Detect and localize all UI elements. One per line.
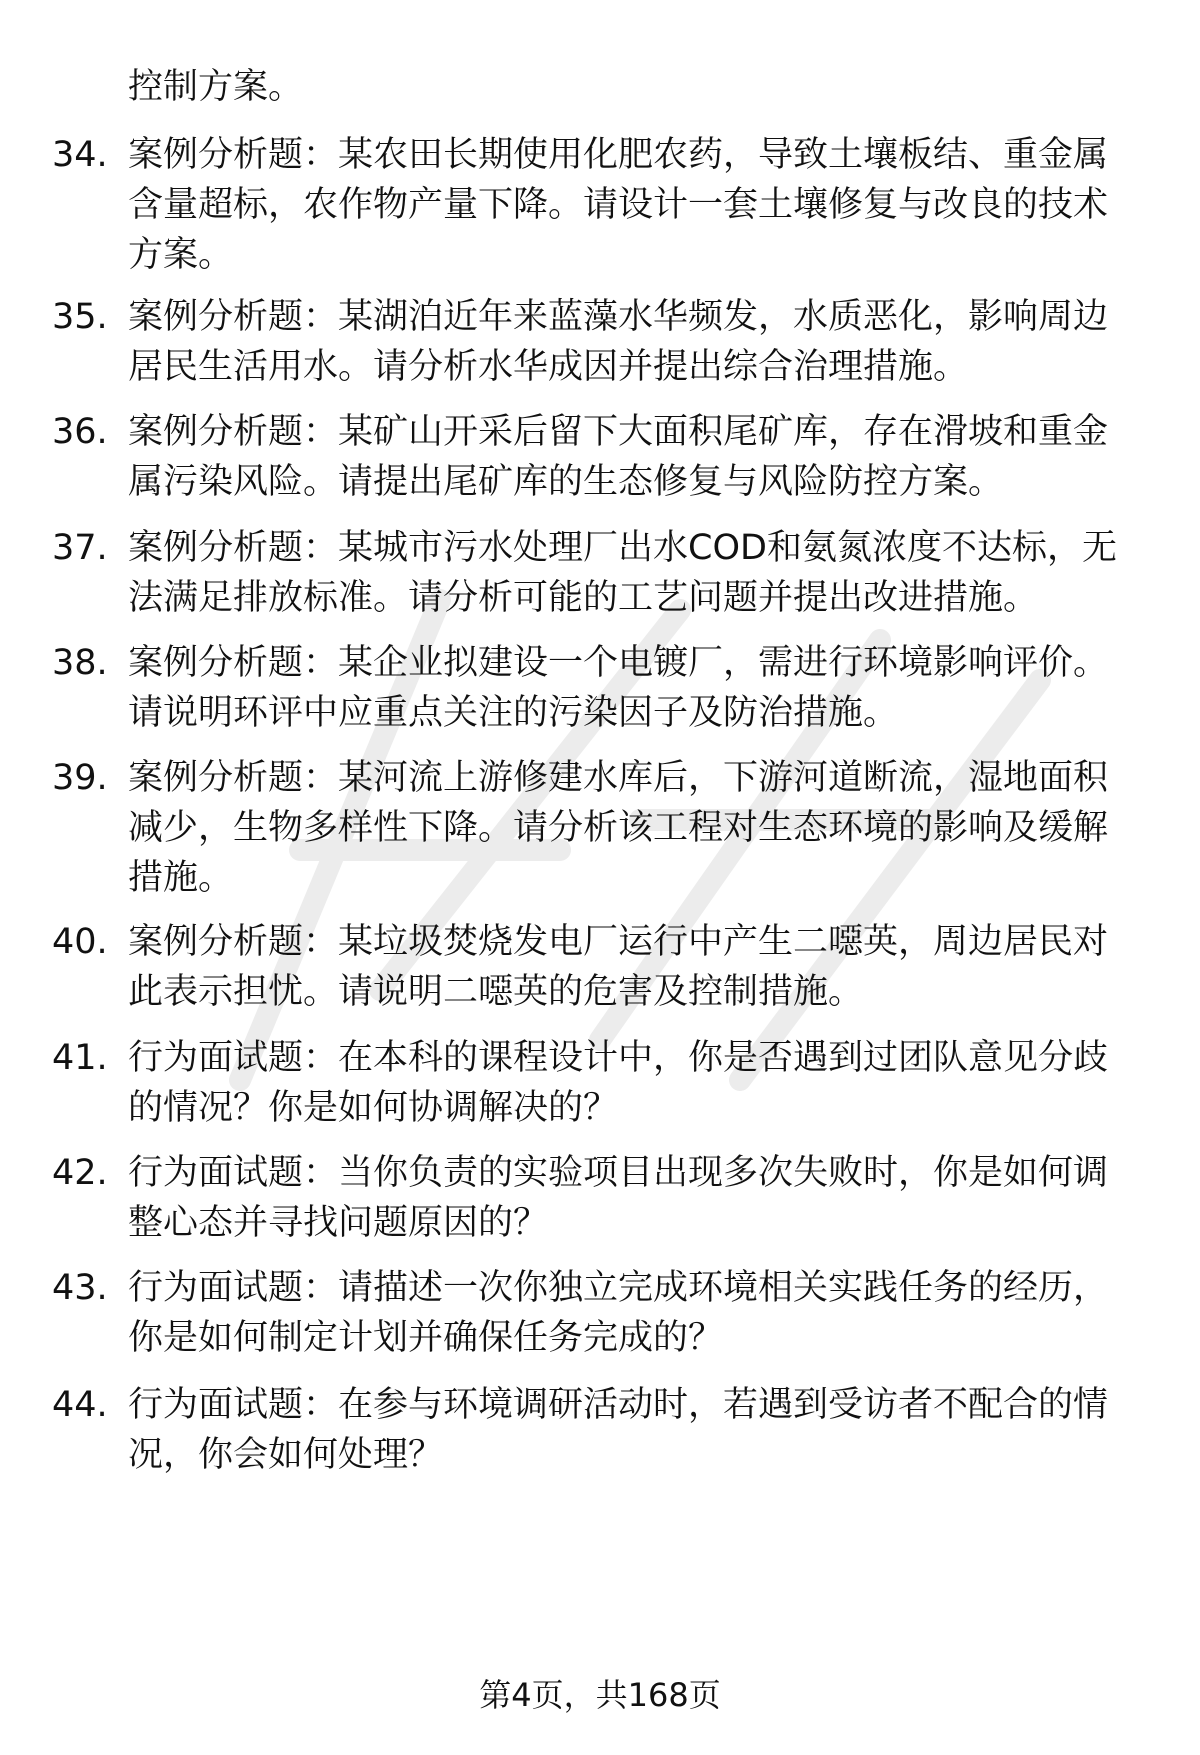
- question-line: 方案。: [128, 235, 234, 275]
- question-text: [128, 1380, 1158, 1480]
- question-text: [128, 407, 1158, 507]
- question-number: 41.: [52, 1038, 108, 1078]
- question-line: 居民生活用水。请分析水华成因并提出综合治理措施。: [128, 347, 969, 387]
- question-line: 此表示担忧。请说明二噁英的危害及控制措施。: [128, 972, 864, 1012]
- question-text: [128, 523, 1158, 623]
- question-line: 况，你会如何处理？: [128, 1435, 444, 1475]
- question-line: 减少，生物多样性下降。请分析该工程对生态环境的影响及缓解: [128, 808, 1109, 848]
- question-line: 行为面试题：请描述一次你独立完成环境相关实践任务的经历，: [128, 1268, 1109, 1308]
- question-item: [0, 917, 1200, 1017]
- question-text: [128, 638, 1158, 738]
- question-line: 案例分析题：某垃圾焚烧发电厂运行中产生二噁英，周边居民对: [128, 922, 1109, 962]
- question-line: 案例分析题：某城市污水处理厂出水COD和氨氮浓度不达标，无: [128, 528, 1117, 568]
- question-number: 44.: [52, 1385, 108, 1425]
- question-line: 案例分析题：某河流上游修建水库后，下游河道断流，湿地面积: [128, 758, 1109, 798]
- question-line: 法满足排放标准。请分析可能的工艺问题并提出改进措施。: [128, 578, 1039, 618]
- question-number: 39.: [52, 758, 108, 798]
- question-text: [128, 1148, 1158, 1248]
- question-item: [0, 753, 1200, 903]
- question-line: 属污染风险。请提出尾矿库的生态修复与风险防控方案。: [128, 462, 1004, 502]
- question-line: 案例分析题：某矿山开采后留下大面积尾矿库，存在滑坡和重金: [128, 412, 1109, 452]
- question-line: 你是如何制定计划并确保任务完成的？: [128, 1318, 724, 1358]
- question-item: [0, 1380, 1200, 1480]
- question-line: 含量超标，农作物产量下降。请设计一套土壤修复与改良的技术: [128, 185, 1109, 225]
- question-text: [128, 1263, 1158, 1363]
- question-text: [128, 292, 1158, 392]
- question-item: [0, 523, 1200, 623]
- question-number: 43.: [52, 1268, 108, 1308]
- question-number: 42.: [52, 1153, 108, 1193]
- question-item: [0, 638, 1200, 738]
- page-footer: 第4页，共168页: [479, 1676, 721, 1714]
- question-line: 行为面试题：在参与环境调研活动时，若遇到受访者不配合的情: [128, 1385, 1109, 1425]
- question-text: [128, 1033, 1158, 1133]
- question-line: 行为面试题：在本科的课程设计中，你是否遇到过团队意见分歧: [128, 1038, 1109, 1078]
- question-number: 34.: [52, 135, 108, 175]
- question-line: 措施。: [128, 858, 234, 898]
- question-item: [0, 1263, 1200, 1363]
- question-number: 38.: [52, 643, 108, 683]
- question-number: 40.: [52, 922, 108, 962]
- question-line: 请说明环评中应重点关注的污染因子及防治措施。: [128, 693, 899, 733]
- question-item: [0, 407, 1200, 507]
- question-item: [0, 1148, 1200, 1248]
- question-text: [128, 917, 1158, 1017]
- question-line: 案例分析题：某企业拟建设一个电镀厂，需进行环境影响评价。: [128, 643, 1109, 683]
- question-number: 36.: [52, 412, 108, 452]
- question-line: 案例分析题：某农田长期使用化肥农药，导致土壤板结、重金属: [128, 135, 1109, 175]
- question-line: 行为面试题：当你负责的实验项目出现多次失败时，你是如何调: [128, 1153, 1109, 1193]
- question-text: [128, 753, 1158, 903]
- question-item: [0, 1033, 1200, 1133]
- question-line: 整心态并寻找问题原因的？: [128, 1203, 549, 1243]
- question-item: [0, 292, 1200, 392]
- question-number: 35.: [52, 297, 108, 337]
- question-item: [0, 130, 1200, 280]
- question-line: 的情况？你是如何协调解决的？: [128, 1088, 619, 1128]
- question-line: 案例分析题：某湖泊近年来蓝藻水华频发，水质恶化，影响周边: [128, 297, 1109, 337]
- continuation-text: 控制方案。: [128, 67, 304, 107]
- question-number: 37.: [52, 528, 108, 568]
- question-text: [128, 130, 1158, 280]
